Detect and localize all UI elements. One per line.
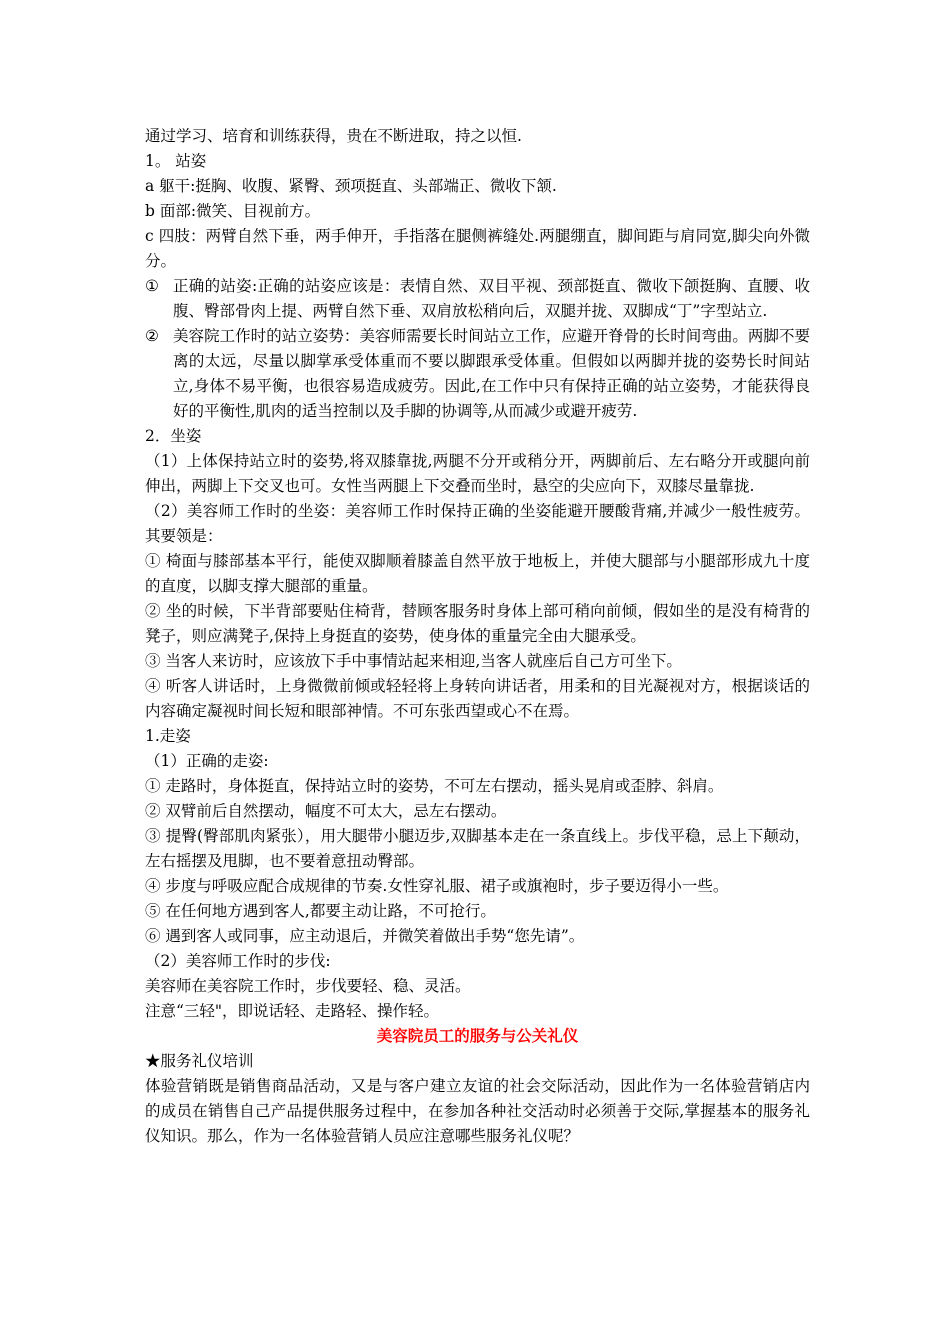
heading-standing-posture: 1。 站姿 <box>145 152 207 170</box>
walk-point-2: ② 双臂前后自然摆动，幅度不可太大，忌左右摆动。 <box>145 802 507 820</box>
walk-point-6: ⑥ 遇到客人或同事，应主动退后，并微笑着做出手势“您先请”。 <box>145 927 585 945</box>
paragraph-sitting-point-3: ③ 当客人来访时，应该放下手中事情站起来相迎,当客人就座后自己方可坐下。 <box>145 652 682 670</box>
paragraph-sitting-point-4: ④ 听客人讲话时，上身微微前倾或轻轻将上身转向讲话者，用柔和的目光凝视对方，根据谈话的内容确定凝视时间长短和眼部神情。不可东张西望或心不在焉。 <box>145 677 810 720</box>
list-marker: ① <box>145 277 159 295</box>
heading-service-etiquette: ★服务礼仪培训 <box>145 1052 254 1070</box>
list-item-work-stance <box>145 324 810 424</box>
document-body <box>145 124 810 1149</box>
heading-sitting-posture: 2．坐姿 <box>145 427 202 445</box>
walk-point-1: ① 走路时，身体挺直，保持站立时的姿势，不可左右摆动，摇头晃肩或歪脖、斜肩。 <box>145 777 724 795</box>
paragraph-sitting-1: （1）上体保持站立时的姿势,将双膝靠拢,两腿不分开或稍分开，两脚前后、左右略分开或腿向前伸出，两脚上下交叉也可。女性当两腿上下交叠而坐时，悬空的尖应向下，双膝尽量靠拢. <box>145 452 810 495</box>
item-limbs: c 四肢：两臂自然下垂，两手伸开，手指落在腿侧裤缝处.两腿绷直，脚间距与肩同宽,脚尖向外微分。 <box>145 227 810 270</box>
paragraph-three-light: 注意“三轻"，即说话轻、走路轻、操作轻。 <box>145 1002 440 1020</box>
paragraph-service-etiquette: 体验营销既是销售商品活动，又是与客户建立友谊的社会交际活动，因此作为一名体验营销店内的成员在销售自己产品提供服务过程中，在参加各种社交活动时必须善于交际,掌握基本的服务礼仪知识。那么，作为一名体验营销人员应注意哪些服务礼仪呢？ <box>145 1077 810 1145</box>
section-title: 美容院员工的服务与公关礼仪 <box>376 1027 579 1045</box>
list-item-correct-stance <box>145 274 810 324</box>
subheading-correct-walk: （1）正确的走姿: <box>145 752 269 770</box>
walk-point-3: ③ 提臀(臀部肌肉紧张），用大腿带小腿迈步,双脚基本走在一条直线上。步伐平稳，忌上下颠动，左右摇摆及甩脚，也不要着意扭动臀部。 <box>145 827 810 870</box>
list-item-text: 正确的站姿:正确的站姿应该是：表情自然、双目平视、颈部挺直、微收下颌挺胸、直腰、收腹、臀部骨肉上提、两臂自然下垂、双肩放松稍向后，双腿并拢、双脚成“丁”字型站立. <box>173 277 810 320</box>
subheading-work-walk: （2）美容师工作时的步伐: <box>145 952 331 970</box>
paragraph-sitting-2: （2）美容师工作时的坐姿：美容师工作时保持正确的坐姿能避开腰酸背痛,并减少一般性疲劳。其要领是： <box>145 502 810 545</box>
walk-point-4: ④ 步度与呼吸应配合成规律的节奏.女性穿礼服、裙子或旗袍时，步子要迈得小一些。 <box>145 877 729 895</box>
list-item-text: 美容院工作时的站立姿势：美容师需要长时间站立工作，应避开脊骨的长时间弯曲。两脚不要离的太远，尽量以脚掌承受体重而不要以脚跟承受体重。但假如以两脚并拢的姿势长时间站立,身体不易平衡，也很容易造成疲劳。因此,在工作中只有保持正确的站立姿势，才能获得良好的平衡性,肌肉的适当控制以及手脚的协调等,从而减少或避开疲劳. <box>173 327 810 420</box>
heading-walking-posture: 1.走姿 <box>145 727 191 745</box>
walk-point-5: ⑤ 在任何地方遇到客人,都要主动让路，不可抢行。 <box>145 902 496 920</box>
paragraph-sitting-point-1: ① 椅面与膝部基本平行，能使双脚顺着膝盖自然平放于地板上，并使大腿部与小腿部形成九十度的直度，以脚支撑大腿部的重量。 <box>145 552 810 595</box>
paragraph-intro: 通过学习、培育和训练获得，贵在不断进取，持之以恒. <box>145 127 522 145</box>
item-torso: a 躯干:挺胸、收腹、紧臀、颈项挺直、头部端正、微收下颔. <box>145 177 557 195</box>
item-face: b 面部:微笑、目视前方。 <box>145 202 321 220</box>
list-marker: ② <box>145 327 159 345</box>
paragraph-work-walk: 美容师在美容院工作时，步伐要轻、稳、灵活。 <box>145 977 471 995</box>
paragraph-sitting-point-2: ② 坐的时候，下半背部要贴住椅背，替顾客服务时身体上部可稍向前倾，假如坐的是没有椅背的凳子，则应满凳子,保持上身挺直的姿势，使身体的重量完全由大腿承受。 <box>145 602 810 645</box>
